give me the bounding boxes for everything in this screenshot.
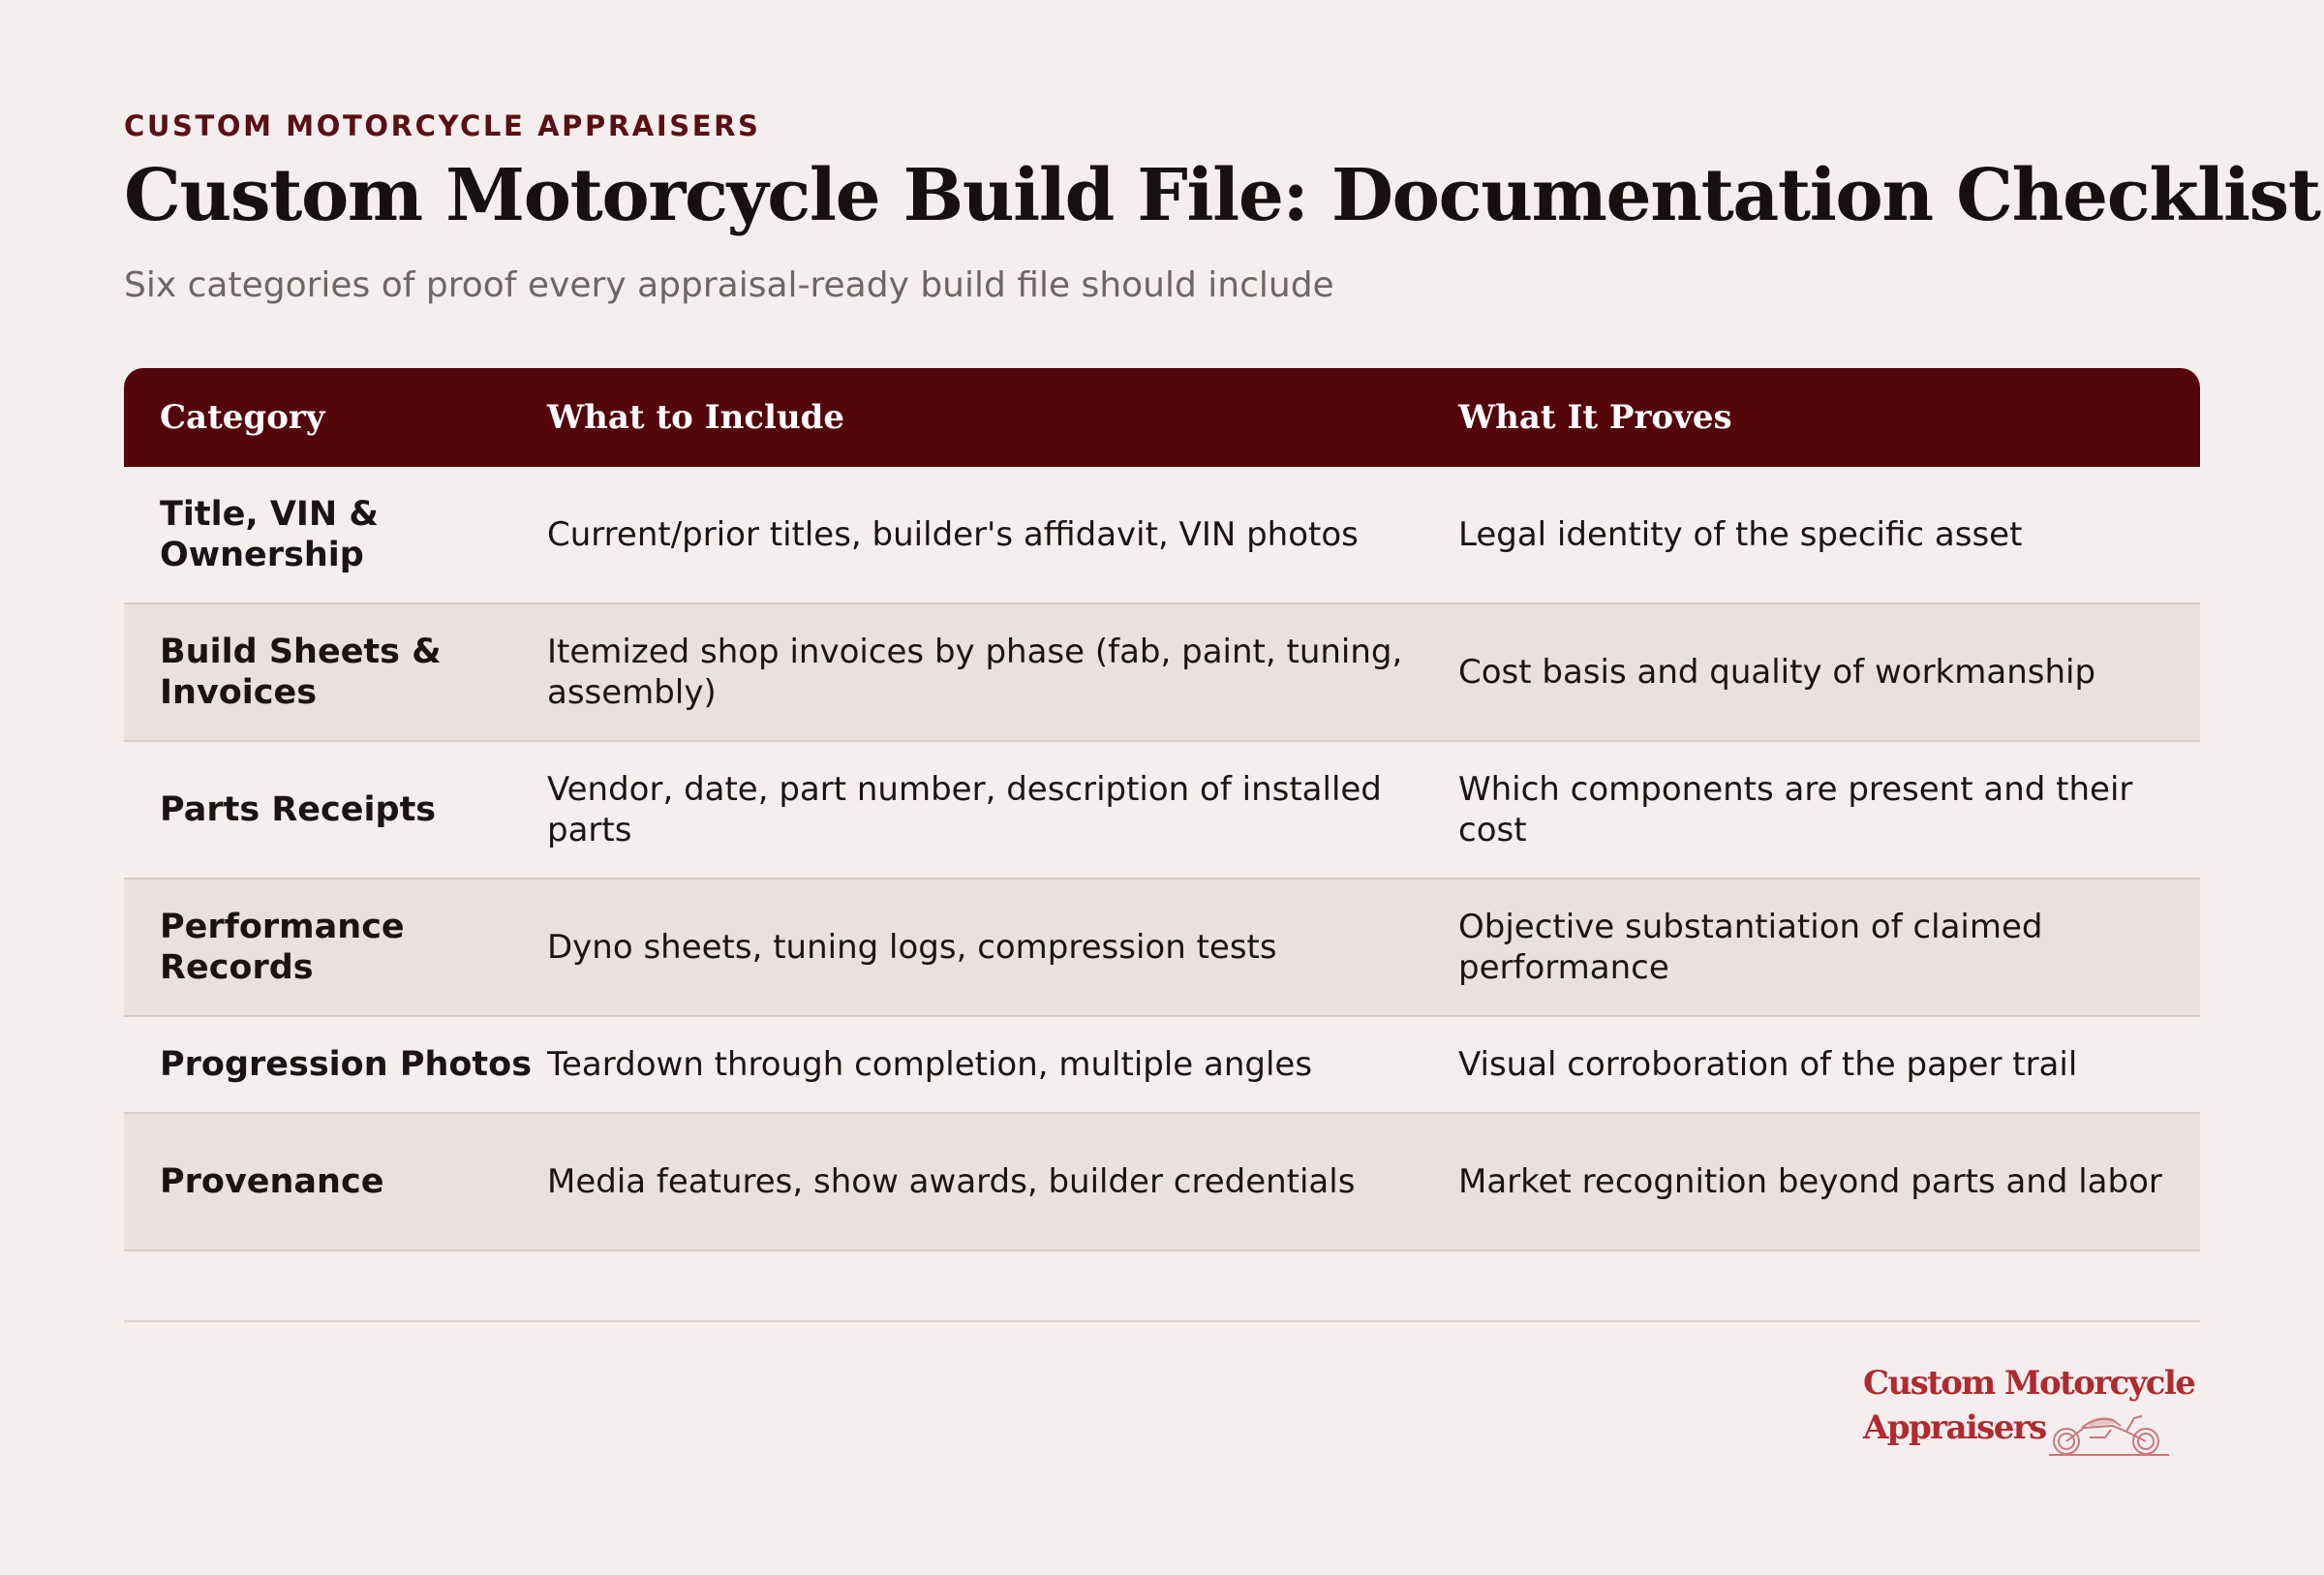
table-row <box>124 880 2200 1017</box>
eyebrow-label: CUSTOM MOTORCYCLE APPRAISERS <box>124 109 761 142</box>
footer-divider <box>124 1320 2200 1322</box>
row-proves: Which components are present and their cost <box>1458 770 2133 849</box>
row-proves: Legal identity of the specific asset <box>1458 515 2023 554</box>
row-category: Performance Records <box>160 908 405 987</box>
column-header-include: What to Include <box>547 398 845 437</box>
row-include: Itemized shop invoices by phase (fab, paint, tuning, assembly) <box>547 633 1403 712</box>
table-row <box>124 742 2200 880</box>
row-include: Teardown through completion, multiple angles <box>547 1045 1313 1084</box>
column-header-category: Category <box>160 398 325 437</box>
row-category: Provenance <box>160 1162 384 1201</box>
row-category: Build Sheets & Invoices <box>160 633 442 712</box>
column-header-proves: What It Proves <box>1458 398 1732 437</box>
logo-text-line1: Custom Motorcycle <box>1863 1364 2195 1403</box>
row-proves: Visual corroboration of the paper trail <box>1458 1045 2078 1084</box>
row-include: Media features, show awards, builder credentials <box>547 1162 1356 1201</box>
brand-logo <box>1863 1364 2195 1461</box>
table-row <box>124 604 2200 742</box>
checklist-page <box>124 0 2320 1575</box>
row-include: Vendor, date, part number, description of installed parts <box>547 770 1382 849</box>
row-proves: Objective substantiation of claimed performance <box>1458 908 2043 987</box>
logo-text-line2: Appraisers <box>1863 1408 2046 1447</box>
page-title: Custom Motorcycle Build File: Documentation Checklist <box>124 154 2320 237</box>
table-header <box>124 368 2200 467</box>
row-category: Title, VIN & Ownership <box>160 495 379 574</box>
table-row <box>124 467 2200 604</box>
page-subtitle: Six categories of proof every appraisal-ready build file should include <box>124 265 1334 305</box>
row-include: Current/prior titles, builder's affidavit, VIN photos <box>547 515 1359 554</box>
table-row <box>124 1017 2200 1114</box>
table-row <box>124 1114 2200 1251</box>
row-category: Parts Receipts <box>160 790 437 829</box>
row-category: Progression Photos <box>160 1045 533 1084</box>
checklist-table <box>124 368 2200 1251</box>
row-proves: Market recognition beyond parts and labor <box>1458 1162 2162 1201</box>
row-proves: Cost basis and quality of workmanship <box>1458 653 2096 692</box>
motorcycle-icon <box>2045 1408 2173 1457</box>
row-include: Dyno sheets, tuning logs, compression tests <box>547 928 1277 967</box>
